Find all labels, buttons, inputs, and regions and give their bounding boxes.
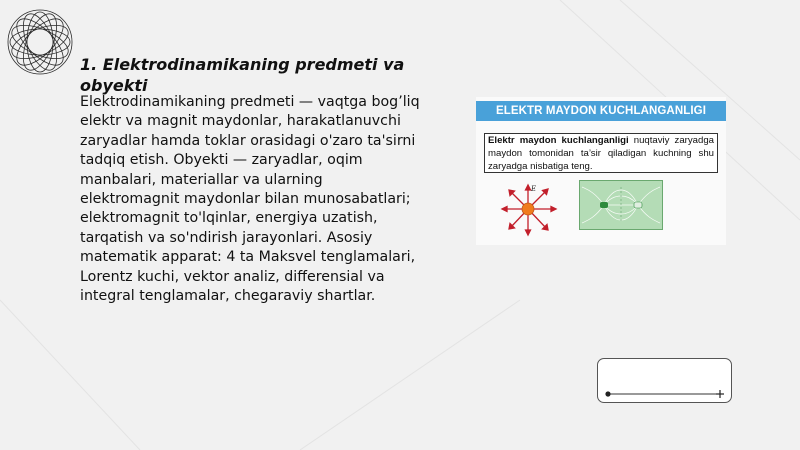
vector-e-label: E xyxy=(531,185,537,193)
slide-heading: 1. Elektrodinamikaning predmeti va obyekti xyxy=(80,55,405,95)
radial-field-diagram xyxy=(500,181,560,243)
definition-box xyxy=(484,133,718,173)
negative-charge-icon xyxy=(600,202,608,208)
mini-diagram-box xyxy=(597,358,732,403)
dipole-field-diagram xyxy=(579,180,663,230)
negative-point-icon xyxy=(605,391,610,396)
definition-term: Elektr maydon kuchlanganligi xyxy=(488,135,629,146)
rosette-logo-icon xyxy=(4,4,76,80)
figure-card xyxy=(476,97,726,245)
definition-text: nuqtaviy zaryadga maydon tomonidan ta’sir qiladigan kuchning shu zaryadga nisbatiga teng. xyxy=(488,135,714,172)
slide-body-text: Elektrodinamikaning predmeti — vaqtga bog’liq elektr va magnit maydonlar, harakatlanuvchi zaryadlar hamda toklar orasidagi o'zaro ta'sirni tadqiq etish. Obyekti — zaryadlar, oqim manbalari, materiallar va ularning elektromagnit maydonlar bilan munosabatlari; elektromagnit to'lqinlar, energiya uzatish, tarqatish va so'ndirish jarayonlari. Asosiy matematik apparat: 4 ta Maksvel tenglamalari, Lorentz kuchi, vektor analiz, differensial va integral tenglamalar, chegaraviy shartlar. xyxy=(80,94,420,305)
charge-line-diagram xyxy=(598,359,733,404)
point-charge-icon xyxy=(522,203,534,215)
figure-title: ELEKTR MAYDON KUCHLANGANLIGI xyxy=(476,101,726,121)
positive-charge-icon xyxy=(634,202,642,208)
